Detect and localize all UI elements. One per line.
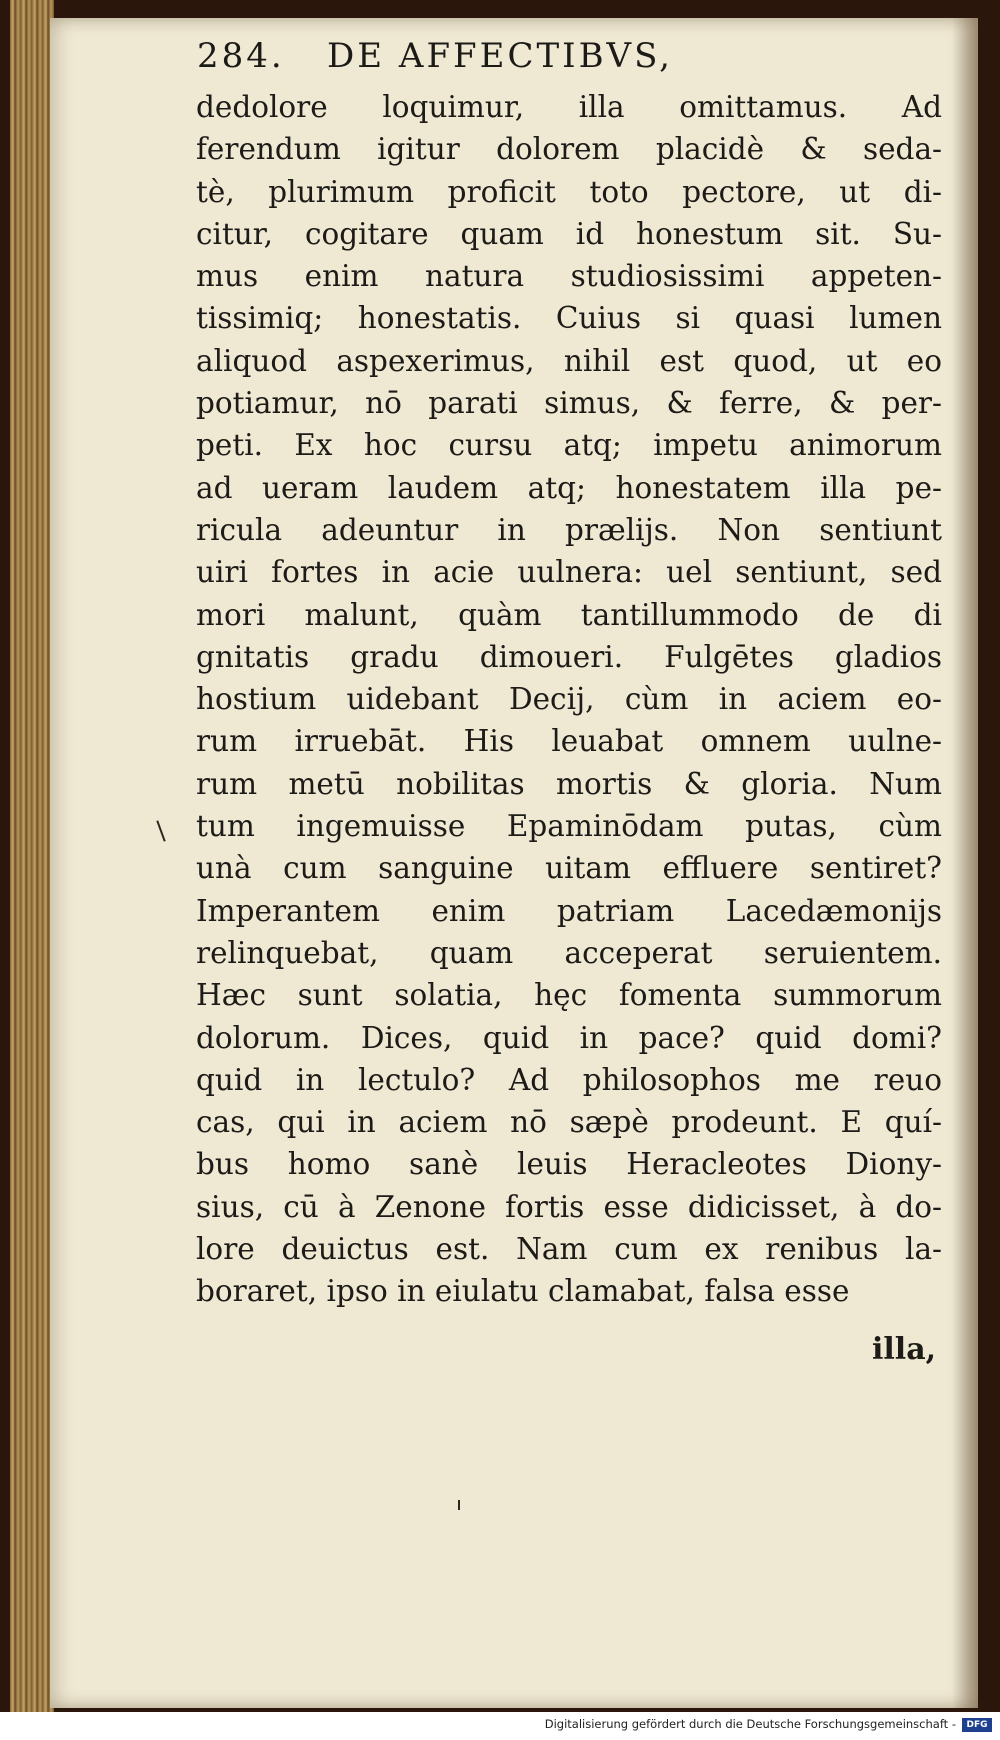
text-line: cas, qui in aciem nō sæpè prodeunt. E quí-: [196, 1105, 942, 1140]
paper-speck: [458, 1500, 460, 1510]
text-line: uiri fortes in acie uulnera: uel sentiunt, sed: [196, 555, 942, 590]
text-line: Imperantem enim patriam Lacedæmonijs: [196, 893, 942, 928]
running-header: [197, 36, 787, 76]
text-line: aliquod aspexerimus, nihil est quod, ut eo: [196, 343, 942, 378]
text-line: tè, plurimum proficit toto pectore, ut di-: [196, 174, 942, 209]
text-line: rum irruebāt. His leuabat omnem uulne-: [196, 724, 942, 759]
text-line: dedolore loquimur, illa omittamus. Ad: [196, 90, 942, 124]
catchword: illa,: [872, 1332, 937, 1367]
running-title: DE AFFECTIBVS,: [327, 36, 673, 76]
book-edge: [10, 0, 54, 1712]
footer-bar: [0, 1712, 1000, 1740]
dfg-logo-icon: DFG: [962, 1718, 992, 1732]
text-line: mori malunt, quàm tantillummodo de di: [196, 597, 942, 632]
text-line: ad ueram laudem atq; honestatem illa pe-: [196, 470, 942, 505]
text-line: tum ingemuisse Epaminōdam putas, cùm: [196, 809, 942, 844]
funding-credit: Digitalisierung gefördert durch die Deutsche Forschungsgemeinschaft -: [544, 1717, 956, 1731]
text-line: dolorum. Dices, quid in pace? quid domi?: [196, 1020, 942, 1055]
page-number: 284.: [197, 36, 285, 76]
text-line: citur, cogitare quam id honestum sit. Su-: [196, 216, 942, 251]
text-line: rum metū nobilitas mortis & gloria. Num: [196, 766, 942, 801]
text-line: ricula adeuntur in prælijs. Non sentiunt: [196, 512, 942, 547]
text-line: hostium uidebant Decij, cùm in aciem eo-: [196, 682, 942, 717]
text-line: sius, cū à Zenone fortis esse didicisset, à do-: [196, 1189, 942, 1224]
text-line: potiamur, nō parati simus, & ferre, & per-: [196, 386, 942, 421]
text-line: peti. Ex hoc cursu atq; impetu animorum: [196, 428, 942, 463]
text-line: relinquebat, quam acceperat seruientem.: [196, 935, 942, 970]
page-shadow: [952, 18, 978, 1708]
text-line: unà cum sanguine uitam effluere sentiret?: [196, 851, 942, 886]
text-line: lore deuictus est. Nam cum ex renibus la-: [196, 1232, 942, 1267]
text-line: Hæc sunt solatia, hęc fomenta summorum: [196, 978, 942, 1013]
text-line: ferendum igitur dolorem placidè & seda-: [196, 132, 942, 167]
text-line: mus enim natura studiosissimi appeten-: [196, 259, 942, 294]
text-line: boraret, ipso in eiulatu clamabat, falsa esse: [196, 1274, 850, 1309]
text-line: tissimiq; honestatis. Cuius si quasi lumen: [196, 301, 942, 336]
text-line: quid in lectulo? Ad philosophos me reuo: [196, 1062, 942, 1097]
text-line: gnitatis gradu dimoueri. Fulgētes gladios: [196, 639, 942, 674]
body-text: [196, 86, 942, 1313]
text-line: bus homo sanè leuis Heracleotes Diony-: [196, 1147, 942, 1182]
